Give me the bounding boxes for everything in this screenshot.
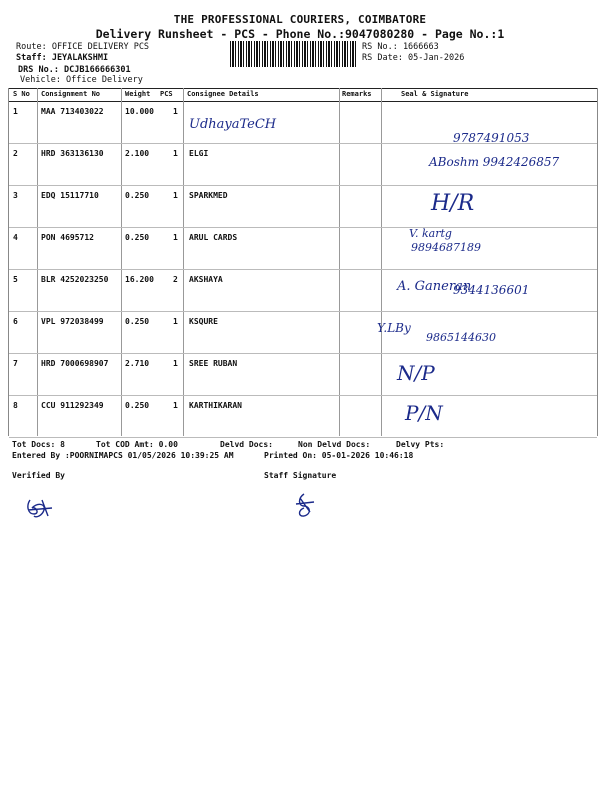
tot-cod-amt: Tot COD Amt: 0.00 [96,440,178,449]
cell-sno: 7 [13,359,18,368]
handwritten-signature: A. Ganeran [397,279,472,294]
col-weight: Weight [125,90,151,98]
cell-consignee: ELGI [189,149,209,158]
cell-consignment: EDQ 15117710 [41,191,99,200]
delvy-pts: Delvy Pts: [396,440,445,449]
cell-weight: 0.250 [125,233,150,242]
cell-consignee: SPARKMED [189,191,228,200]
cell-consignment: MAA 713403022 [41,107,104,116]
handwritten-phone: 9344136601 [453,283,530,297]
handwritten-signature: V. kartg [409,227,452,240]
handwritten-signature: H/R [431,191,475,216]
cell-consignment: BLR 4252023250 [41,275,109,284]
cell-sno: 2 [13,149,18,158]
cell-sno: 1 [13,107,18,116]
col-consignment: Consignment No [41,90,101,98]
staff-signature-label: Staff Signature [264,471,337,480]
table-row [9,143,597,186]
staff-signature-icon [290,490,320,522]
cell-weight: 0.250 [125,191,150,200]
cell-weight: 10.000 [125,107,154,116]
handwritten-signature: N/P [397,361,435,385]
table-row [9,101,597,144]
table-row [9,353,597,396]
cell-weight: 0.250 [125,401,150,410]
table-row [9,269,597,312]
cell-consignment: CCU 911292349 [41,401,104,410]
cell-weight: 16.200 [125,275,154,284]
entered-by: Entered By :POORNIMAPCS 01/05/2026 10:39:25 AM [12,451,234,460]
handwritten-phone: 9787491053 [453,131,530,145]
cell-pcs: 1 [173,317,178,326]
delvd-docs: Delvd Docs: [220,440,273,449]
col-remarks: Remarks [342,90,372,98]
runsheet-title: Delivery Runsheet - PCS - Phone No.:9047080280 - Page No.:1 [95,27,505,41]
table-header [9,88,597,102]
table-row [9,227,597,270]
cell-sno: 6 [13,317,18,326]
barcode [230,41,358,67]
handwritten-phone: 9865144630 [426,331,496,344]
table-row [9,311,597,354]
cell-consignment: HRD 363136130 [41,149,104,158]
route-label: Route: OFFICE DELIVERY PCS [16,42,150,52]
col-sno: S No [13,90,30,98]
verified-by-label: Verified By [12,471,65,480]
table-row [9,185,597,228]
cell-sno: 8 [13,401,18,410]
col-signature: Seal & Signature [401,90,469,98]
cell-weight: 2.710 [125,359,150,368]
staff-label: Staff: JEYALAKSHMI [16,53,109,63]
printed-on: Printed On: 05-01-2026 10:46:18 [264,451,414,460]
handwritten-signature: P/N [405,401,443,425]
handwritten-signature: ABoshm 9942426857 [429,155,560,169]
cell-consignment: VPL 972038499 [41,317,104,326]
tot-docs: Tot Docs: 8 [12,440,65,449]
cell-consignee: SREE RUBAN [189,359,238,368]
handwritten-signature: UdhayaTeCH [189,117,277,132]
cell-weight: 0.250 [125,317,150,326]
rs-date: RS Date: 05-Jan-2026 [362,53,465,63]
company-name: THE PROFESSIONAL COURIERS, COIMBATORE [173,13,427,26]
cell-sno: 3 [13,191,18,200]
handwritten-signature: Y.LBy [377,321,411,335]
cell-pcs: 2 [173,275,178,284]
cell-sno: 4 [13,233,18,242]
cell-consignee: AKSHAYA [189,275,223,284]
col-consignee: Consignee Details [187,90,259,98]
cell-pcs: 1 [173,233,178,242]
cell-pcs: 1 [173,107,178,116]
runsheet-table [8,88,598,436]
drs-number: DRS No.: DCJB166666301 [18,65,131,75]
handwritten-phone: 9894687189 [411,241,481,254]
table-row [9,395,597,438]
cell-consignee: KARTHIKARAN [189,401,242,410]
vehicle-label: Vehicle: Office Delivery [20,75,143,85]
cell-consignee: KSQURE [189,317,218,326]
col-pcs: PCS [160,90,173,98]
rs-number: RS No.: 1666663 [362,42,439,52]
cell-pcs: 1 [173,149,178,158]
cell-sno: 5 [13,275,18,284]
cell-pcs: 1 [173,191,178,200]
cell-consignee: ARUL CARDS [189,233,238,242]
cell-consignment: HRD 7000698907 [41,359,109,368]
non-delvd-docs: Non Delvd Docs: [298,440,371,449]
cell-weight: 2.100 [125,149,150,158]
cell-pcs: 1 [173,401,178,410]
verified-signature-icon [24,492,58,522]
cell-pcs: 1 [173,359,178,368]
cell-consignment: PON 4695712 [41,233,94,242]
